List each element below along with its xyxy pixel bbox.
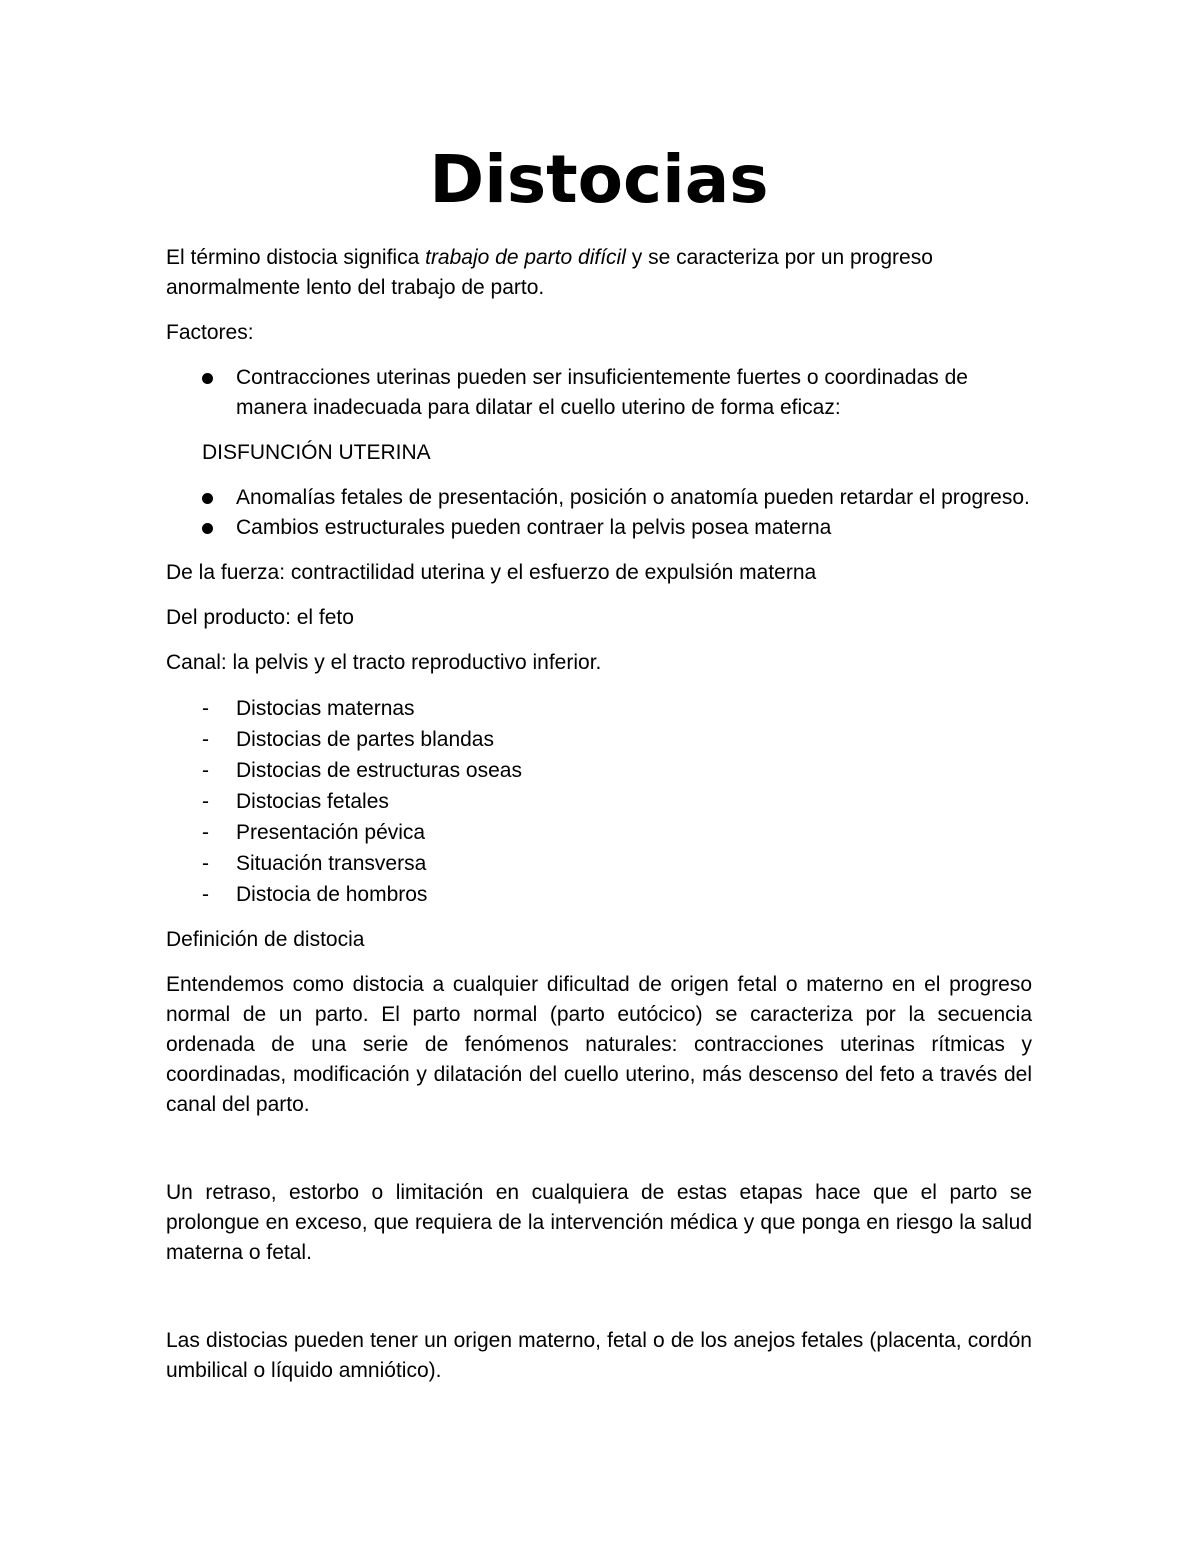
list-item — [166, 513, 1032, 543]
list-item — [166, 693, 1032, 724]
dash-marker: - — [202, 728, 209, 751]
list-item — [166, 755, 1032, 786]
definicion-heading: Definición de distocia — [166, 928, 365, 951]
disfuncion-uterina-label: DISFUNCIÓN UTERINA — [202, 441, 431, 464]
list-item — [166, 817, 1032, 848]
bullet-dot-icon — [202, 373, 213, 384]
origen-paragraph: Las distocias pueden tener un origen materno, fetal o de los anejos fetales (placenta, cordón umbilical o líquido amniótico). — [166, 1329, 1032, 1382]
bullet-dot-icon — [202, 523, 213, 534]
list-item — [166, 848, 1032, 879]
document-title: Distocias — [429, 141, 769, 218]
canal-line: Canal: la pelvis y el tracto reproductivo inferior. — [166, 651, 602, 674]
list-item-text: Distocias maternas — [236, 697, 415, 720]
list-item — [166, 363, 1032, 423]
list-item-text: Distocias de partes blandas — [236, 728, 494, 751]
list-item — [166, 483, 1032, 513]
bullet-list-anomalias — [166, 483, 1032, 543]
list-item-text: Cambios estructurales pueden contraer la pelvis posea materna — [236, 516, 832, 539]
intro-paragraph — [166, 243, 1032, 303]
list-item-text: Distocia de hombros — [236, 883, 428, 906]
dash-marker: - — [202, 790, 209, 813]
list-item — [166, 724, 1032, 755]
dash-marker: - — [202, 697, 209, 720]
bullet-list-contracciones — [166, 363, 1032, 423]
dash-marker: - — [202, 883, 209, 906]
intro-text-after: y se caracteriza por un progreso anormalmente lento del trabajo de parto. — [166, 246, 933, 299]
list-item-text: Situación transversa — [236, 852, 427, 875]
list-item-text: Contracciones uterinas pueden ser insuficientemente fuertes o coordinadas de manera inadecuada para dilatar el cuello uterino de forma eficaz: — [236, 366, 968, 419]
list-item — [166, 786, 1032, 817]
definicion-paragraph: Entendemos como distocia a cualquier dificultad de origen fetal o materno en el progreso normal de un parto. El parto normal (parto eutócico) se caracteriza por la secuencia ordenada de una serie de fenómenos naturales: contracciones uterinas rítmicas y coordinadas, modificación y dilatación del cuello uterino, más descenso del feto a través del canal del parto. — [166, 973, 1032, 1116]
list-item-text: Presentación pévica — [236, 821, 426, 844]
bullet-dot-icon — [202, 493, 213, 504]
dash-list-distocias — [166, 693, 1032, 910]
intro-emphasis: trabajo de parto difícil — [425, 246, 626, 269]
fuerza-line: De la fuerza: contractilidad uterina y el esfuerzo de expulsión materna — [166, 561, 817, 584]
document-body — [166, 243, 1032, 1401]
factores-label: Factores: — [166, 321, 254, 344]
list-item-text: Distocias fetales — [236, 790, 389, 813]
list-item-text: Distocias de estructuras oseas — [236, 759, 522, 782]
retraso-paragraph: Un retraso, estorbo o limitación en cualquiera de estas etapas hace que el parto se prolongue en exceso, que requiera de la intervención médica y que ponga en riesgo la salud materna o fetal. — [166, 1181, 1032, 1264]
list-item — [166, 879, 1032, 910]
dash-marker: - — [202, 852, 209, 875]
dash-marker: - — [202, 821, 209, 844]
intro-text-before: El término distocia significa — [166, 246, 426, 269]
list-item-text: Anomalías fetales de presentación, posición o anatomía pueden retardar el progreso. — [236, 486, 1030, 509]
dash-marker: - — [202, 759, 209, 782]
producto-line: Del producto: el feto — [166, 606, 354, 629]
